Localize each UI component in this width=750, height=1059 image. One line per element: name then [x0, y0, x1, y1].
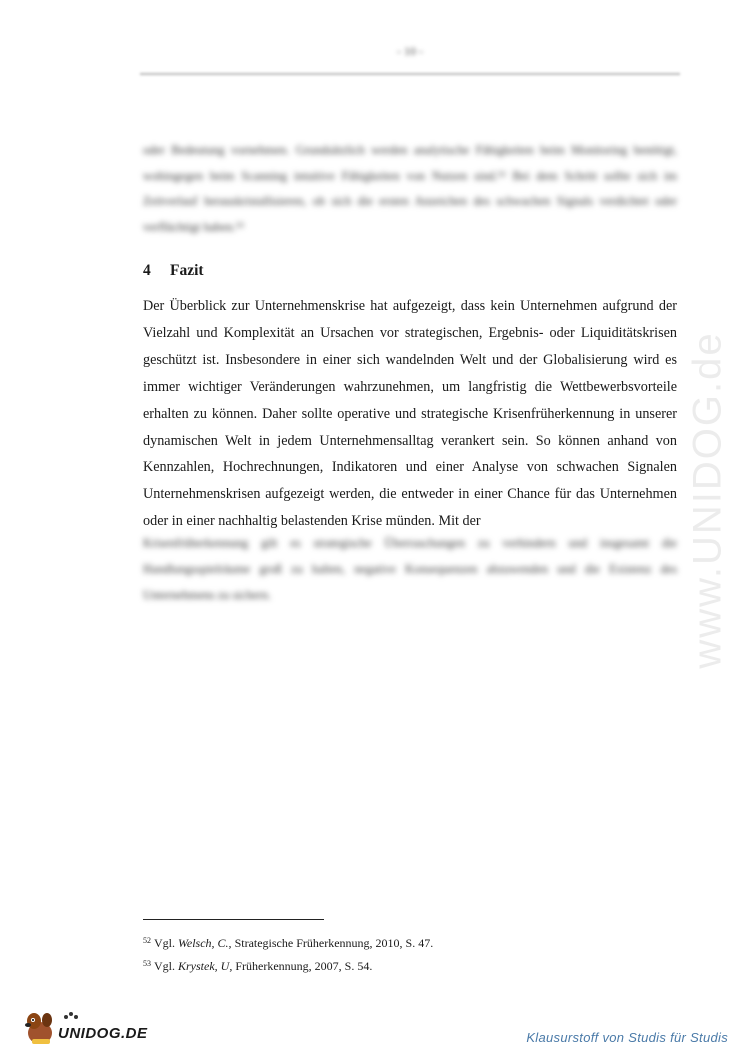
footnote-source: Strategische Früherkennung, 2010, S. 47.	[234, 936, 434, 950]
footer-tagline: Klausurstoff von Studis für Studis	[526, 1030, 728, 1045]
footnote-mark: 52	[143, 936, 151, 945]
blurred-intro-paragraph: oder Bedeutung vornehmen. Grundsätzlich werden analytische Fähigkeiten beim Monitoring benötigt, wohingegen beim Scanning intuitive Fähigkeiten von Nutzen sind.⁵² Bei dem Schritt sollte sich im Zeitverlauf herauskristallisieren, ob sich die ersten Anzeichen des schwachen Signals verdichtet oder verflüchtigt haben.⁵³	[143, 143, 677, 234]
brand-name: UNIDOG.DE	[58, 1025, 148, 1042]
section-title: Fazit	[170, 262, 204, 279]
footnote-52	[143, 936, 433, 951]
footnote-divider	[143, 919, 324, 920]
footnote-author: Welsch, C.,	[178, 936, 232, 950]
blurred-continuation-paragraph: Krisenfrüherkennung gilt es strategische Überraschungen zu verhindern und insgesamt die Handlungsspielräume groß zu halten, negative Konsequenzen abzuwenden und die Existenz des Unternehmens zu sichern.	[143, 536, 677, 602]
header-divider	[140, 73, 680, 75]
footnote-mark: 53	[143, 959, 151, 968]
footnote-author: Krystek, U,	[178, 959, 233, 973]
footnote-source: Früherkennung, 2007, S. 54.	[235, 959, 373, 973]
section-number: 4	[143, 262, 151, 279]
footnote-prefix: Vgl.	[154, 936, 175, 950]
section-heading	[143, 262, 204, 280]
watermark: www.UNIDOG.de	[685, 331, 730, 669]
footnote-53	[143, 959, 372, 974]
fazit-paragraph: Der Überblick zur Unternehmenskrise hat aufgezeigt, dass kein Unternehmen aufgrund der Vielzahl und Komplexität an Ursachen vor strategischen, Ergebnis- oder Liquiditätskrisen geschützt ist. Insbesondere in einer sich wandelnden Welt und der Globalisierung wird es immer wichtiger Veränderungen wahrzunehmen, um langfristig die Wettbewerbsvorteile erhalten zu können. Daher sollte operative und strategische Krisenfrüherkennung in unserer dynamischen Welt in jedem Unternehmensalltag verankert sein. So können anhand von Kennzahlen, Hochrechnungen, Indikatoren und einer Analyse von schwachen Signalen Unternehmenskrisen aufgezeigt werden, die entweder in einer Chance für das Unternehmen oder in einer nachhaltig belastenden Krise münden. Mit der	[143, 298, 677, 530]
page-number: - 10 -	[397, 44, 423, 58]
footnote-prefix: Vgl.	[154, 959, 175, 973]
